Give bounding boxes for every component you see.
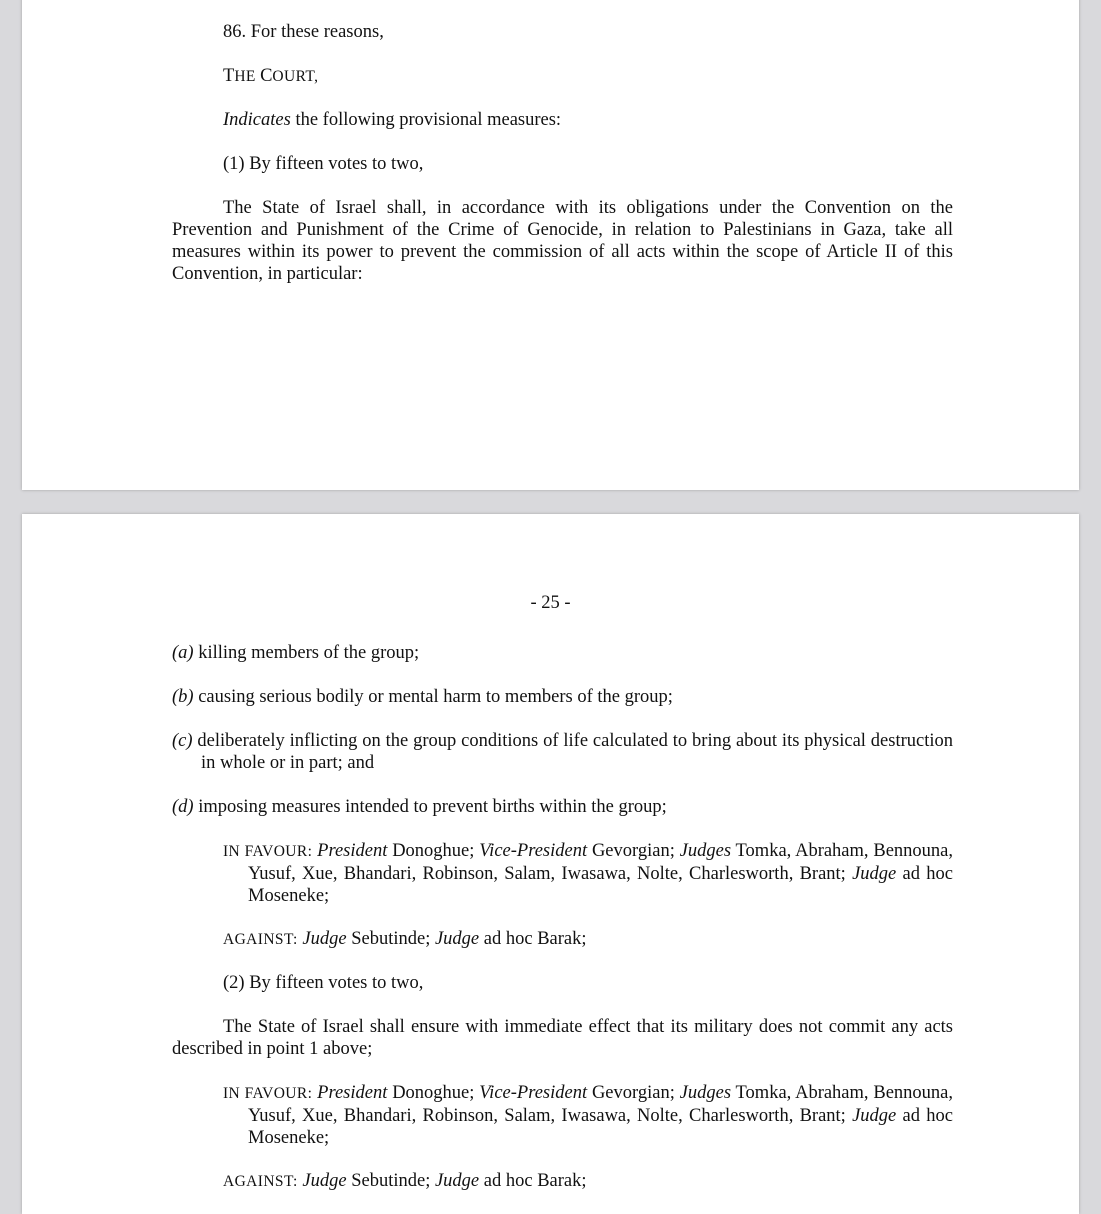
against-judge-name: Sebutinde; (346, 1171, 435, 1191)
list-item-d (172, 796, 953, 818)
paragraph-86-heading: 86. For these reasons, (223, 22, 384, 42)
item-label: (d) (172, 797, 194, 817)
list-item-b (172, 686, 953, 708)
against-label: AGAINST: (223, 931, 298, 948)
against-judge-name: Sebutinde; (346, 929, 435, 949)
vice-president-name: Gevorgian; (587, 1083, 680, 1103)
list-item-a (172, 642, 953, 664)
against-block-2 (223, 1170, 587, 1193)
vice-president-title: Vice-President (479, 841, 588, 861)
item-text: causing serious bodily or mental harm to members of the group; (193, 687, 673, 707)
in-favour-block-1 (223, 840, 953, 907)
page-number: - 25 - (530, 593, 571, 613)
judges-names: Tomka, Abraham, Bennouna, Yusuf, Xue, Bhandari, Robinson, Salam, Iwasawa, Nolte, Charlesworth, Brant; (248, 841, 954, 884)
measure-2-text: The State of Israel shall ensure with immediate effect that its military does not commit any acts described in point 1 above; (172, 1017, 953, 1059)
indicates-italic: Indicates (223, 110, 291, 130)
president-name: Donoghue; (387, 1083, 480, 1103)
the-court-heading (223, 65, 318, 88)
adhoc-judge-title: Judge (852, 1106, 897, 1126)
item-label: (c) (172, 731, 193, 751)
court-letter-c: C (260, 66, 273, 86)
against-adhoc-name: ad hoc Barak; (479, 1171, 587, 1191)
president-name: Donoghue; (387, 841, 480, 861)
document-page-25 (22, 514, 1079, 1214)
adhoc-judge-name: ad hoc Moseneke; (248, 1106, 953, 1148)
in-favour-block-2 (223, 1082, 953, 1149)
vice-president-name: Gevorgian; (587, 841, 680, 861)
against-judge-title: Judge (302, 1171, 347, 1191)
president-title: President (317, 841, 388, 861)
court-letter-t: T (223, 66, 235, 86)
president-title: President (317, 1083, 388, 1103)
vice-president-title: Vice-President (479, 1083, 588, 1103)
judges-title: Judges (679, 1083, 732, 1103)
against-block-1 (223, 928, 587, 951)
item-label: (b) (172, 687, 194, 707)
vote-1-heading: (1) By fifteen votes to two, (223, 154, 424, 174)
against-judge-title: Judge (302, 929, 347, 949)
judges-names: Tomka, Abraham, Bennouna, Yusuf, Xue, Bhandari, Robinson, Salam, Iwasawa, Nolte, Charlesworth, Brant; (248, 1083, 954, 1126)
indicates-line (223, 109, 561, 131)
against-adhoc-title: Judge (434, 1171, 480, 1191)
measure-1-text: The State of Israel shall, in accordance with its obligations under the Convention on the Prevention and Punishment of the Crime of Genocide, in relation to Palestinians in Gaza, take all measures within its power to prevent the commission of all acts within the scope of Article II of this Convention, in particular: (172, 198, 953, 284)
item-text: deliberately inflicting on the group conditions of life calculated to bring about its physical destruction in whole or in part; and (192, 731, 953, 773)
in-favour-label: IN FAVOUR: (223, 843, 313, 860)
against-adhoc-title: Judge (434, 929, 480, 949)
adhoc-judge-name: ad hoc Moseneke; (248, 864, 953, 906)
indicates-rest: the following provisional measures: (290, 110, 562, 130)
item-text: imposing measures intended to prevent births within the group; (193, 797, 667, 817)
item-text: killing members of the group; (193, 643, 420, 663)
against-adhoc-name: ad hoc Barak; (479, 929, 587, 949)
adhoc-judge-title: Judge (852, 864, 897, 884)
court-letters-ourt: OURT, (272, 68, 319, 85)
court-letters-he: HE (234, 68, 261, 85)
item-label: (a) (172, 643, 194, 663)
vote-2-heading: (2) By fifteen votes to two, (223, 973, 424, 993)
judges-title: Judges (679, 841, 732, 861)
document-page-24 (22, 0, 1079, 490)
list-item-c (172, 730, 953, 774)
against-label: AGAINST: (223, 1173, 298, 1190)
in-favour-label: IN FAVOUR: (223, 1085, 313, 1102)
